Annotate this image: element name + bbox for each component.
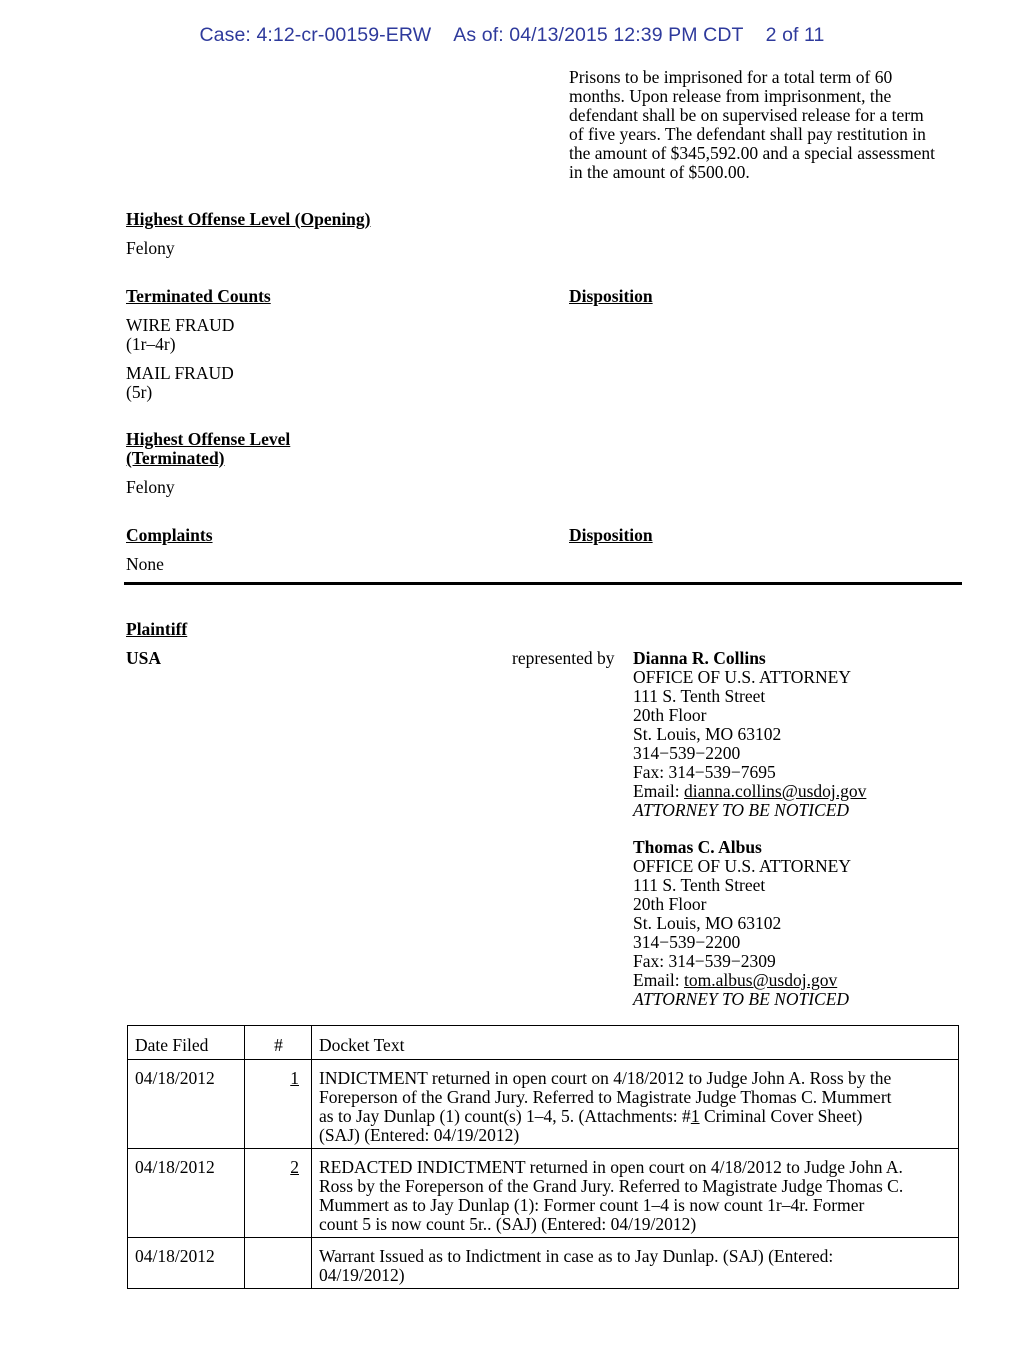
terminated-disposition-label: Disposition bbox=[569, 286, 653, 306]
attorney-fax: Fax: 314−539−7695 bbox=[633, 762, 776, 782]
docket-text-line: INDICTMENT returned in open court on 4/18/2012 to Judge John A. Ross by the bbox=[319, 1068, 892, 1088]
attorney-email-line bbox=[633, 971, 851, 990]
page-count: 2 of 11 bbox=[765, 24, 825, 46]
docket-table bbox=[127, 1025, 959, 1289]
count-item bbox=[126, 316, 234, 354]
attorney-street: 111 S. Tenth Street bbox=[633, 686, 766, 706]
attorney-floor: 20th Floor bbox=[633, 894, 707, 914]
attorney-block bbox=[633, 838, 851, 1009]
docket-text-line: Warrant Issued as to Indictment in case as to Jay Dunlap. (SAJ) (Entered: bbox=[319, 1246, 834, 1266]
docket-row bbox=[128, 1238, 959, 1289]
docket-number-link[interactable]: 2 bbox=[290, 1157, 299, 1177]
docket-text bbox=[312, 1238, 959, 1289]
sentence-line: months. Upon release from imprisonment, the bbox=[569, 86, 892, 106]
attorney-phone: 314−539−2200 bbox=[633, 932, 741, 952]
count-name: MAIL FRAUD bbox=[126, 363, 234, 383]
attachment-link[interactable]: 1 bbox=[690, 1106, 700, 1126]
terminated-counts-label: Terminated Counts bbox=[126, 286, 271, 306]
count-item bbox=[126, 364, 234, 402]
docket-row bbox=[128, 1060, 959, 1149]
plaintiff-label: Plaintiff bbox=[126, 619, 188, 639]
docket-text-segment: Criminal Cover Sheet) bbox=[699, 1106, 863, 1126]
count-name: WIRE FRAUD bbox=[126, 315, 235, 335]
count-code: (5r) bbox=[126, 382, 153, 402]
attorney-email-link[interactable]: tom.albus@usdoj.gov bbox=[684, 970, 838, 990]
highest-offense-opening-value: Felony bbox=[126, 238, 175, 258]
plaintiff-name: USA bbox=[126, 648, 162, 668]
docket-row bbox=[128, 1149, 959, 1238]
sentence-text bbox=[569, 68, 935, 182]
docket-number-link[interactable]: 1 bbox=[290, 1068, 299, 1088]
attorney-email-line bbox=[633, 782, 866, 801]
attorney-floor: 20th Floor bbox=[633, 705, 707, 725]
docket-text-line: REDACTED INDICTMENT returned in open court on 4/18/2012 to Judge John A. bbox=[319, 1157, 903, 1177]
label-line: (Terminated) bbox=[126, 448, 225, 468]
complaints-label: Complaints bbox=[126, 525, 213, 545]
attorney-city: St. Louis, MO 63102 bbox=[633, 724, 782, 744]
attorney-office: OFFICE OF U.S. ATTORNEY bbox=[633, 856, 851, 876]
highest-offense-opening-label: Highest Offense Level (Opening) bbox=[126, 209, 371, 229]
section-divider bbox=[124, 582, 962, 585]
attorney-street: 111 S. Tenth Street bbox=[633, 875, 766, 895]
attorney-name: Thomas C. Albus bbox=[633, 837, 762, 857]
attorney-city: St. Louis, MO 63102 bbox=[633, 913, 782, 933]
attorney-fax: Fax: 314−539−2309 bbox=[633, 951, 776, 971]
attorney-office: OFFICE OF U.S. ATTORNEY bbox=[633, 667, 851, 687]
email-label: Email: bbox=[633, 781, 685, 801]
highest-offense-terminated-label bbox=[126, 430, 290, 468]
docket-date: 04/18/2012 bbox=[128, 1238, 245, 1289]
docket-date: 04/18/2012 bbox=[128, 1060, 245, 1149]
docket-text-line: Ross by the Foreperson of the Grand Jury. Referred to Magistrate Judge Thomas C. bbox=[319, 1176, 904, 1196]
docket-text-line: 04/19/2012) bbox=[319, 1265, 405, 1285]
header-number: # bbox=[245, 1026, 312, 1060]
attorney-name: Dianna R. Collins bbox=[633, 648, 766, 668]
docket-number-cell bbox=[245, 1238, 312, 1289]
sentence-line: the amount of $345,592.00 and a special assessment bbox=[569, 143, 935, 163]
represented-by-label: represented by bbox=[512, 648, 615, 668]
docket-text-line bbox=[319, 1107, 952, 1126]
complaints-value: None bbox=[126, 554, 164, 574]
case-header bbox=[0, 24, 1024, 47]
docket-text-line: Mummert as to Jay Dunlap (1): Former count 1–4 is now count 1r–4r. Former bbox=[319, 1195, 865, 1215]
sentence-line: in the amount of $500.00. bbox=[569, 162, 750, 182]
docket-number-cell bbox=[245, 1149, 312, 1238]
attorney-phone: 314−539−2200 bbox=[633, 743, 741, 763]
docket-number-cell bbox=[245, 1060, 312, 1149]
docket-text bbox=[312, 1149, 959, 1238]
header-docket-text: Docket Text bbox=[312, 1026, 959, 1060]
header-date-filed: Date Filed bbox=[128, 1026, 245, 1060]
sentence-line: of five years. The defendant shall pay restitution in bbox=[569, 124, 926, 144]
highest-offense-terminated-value: Felony bbox=[126, 477, 175, 497]
count-code: (1r–4r) bbox=[126, 334, 176, 354]
attorney-block bbox=[633, 649, 866, 820]
as-of-date: As of: 04/13/2015 12:39 PM CDT bbox=[453, 24, 744, 46]
attorney-email-link[interactable]: dianna.collins@usdoj.gov bbox=[684, 781, 867, 801]
complaints-disposition-label: Disposition bbox=[569, 525, 653, 545]
attorney-notice: ATTORNEY TO BE NOTICED bbox=[633, 800, 850, 820]
case-number: Case: 4:12-cr-00159-ERW bbox=[199, 24, 432, 46]
docket-text bbox=[312, 1060, 959, 1149]
docket-text-line: count 5 is now count 5r.. (SAJ) (Entered: 04/19/2012) bbox=[319, 1214, 697, 1234]
docket-text-line: (SAJ) (Entered: 04/19/2012) bbox=[319, 1125, 520, 1145]
docket-header-row bbox=[128, 1026, 959, 1060]
docket-date: 04/18/2012 bbox=[128, 1149, 245, 1238]
label-line: Highest Offense Level bbox=[126, 429, 291, 449]
sentence-line: defendant shall be on supervised release for a term bbox=[569, 105, 924, 125]
email-label: Email: bbox=[633, 970, 685, 990]
docket-text-line: Foreperson of the Grand Jury. Referred to Magistrate Judge Thomas C. Mummert bbox=[319, 1087, 892, 1107]
sentence-line: Prisons to be imprisoned for a total term of 60 bbox=[569, 67, 893, 87]
attorney-notice: ATTORNEY TO BE NOTICED bbox=[633, 989, 850, 1009]
docket-text-segment: as to Jay Dunlap (1) count(s) 1–4, 5. (Attachments: # bbox=[319, 1106, 691, 1126]
